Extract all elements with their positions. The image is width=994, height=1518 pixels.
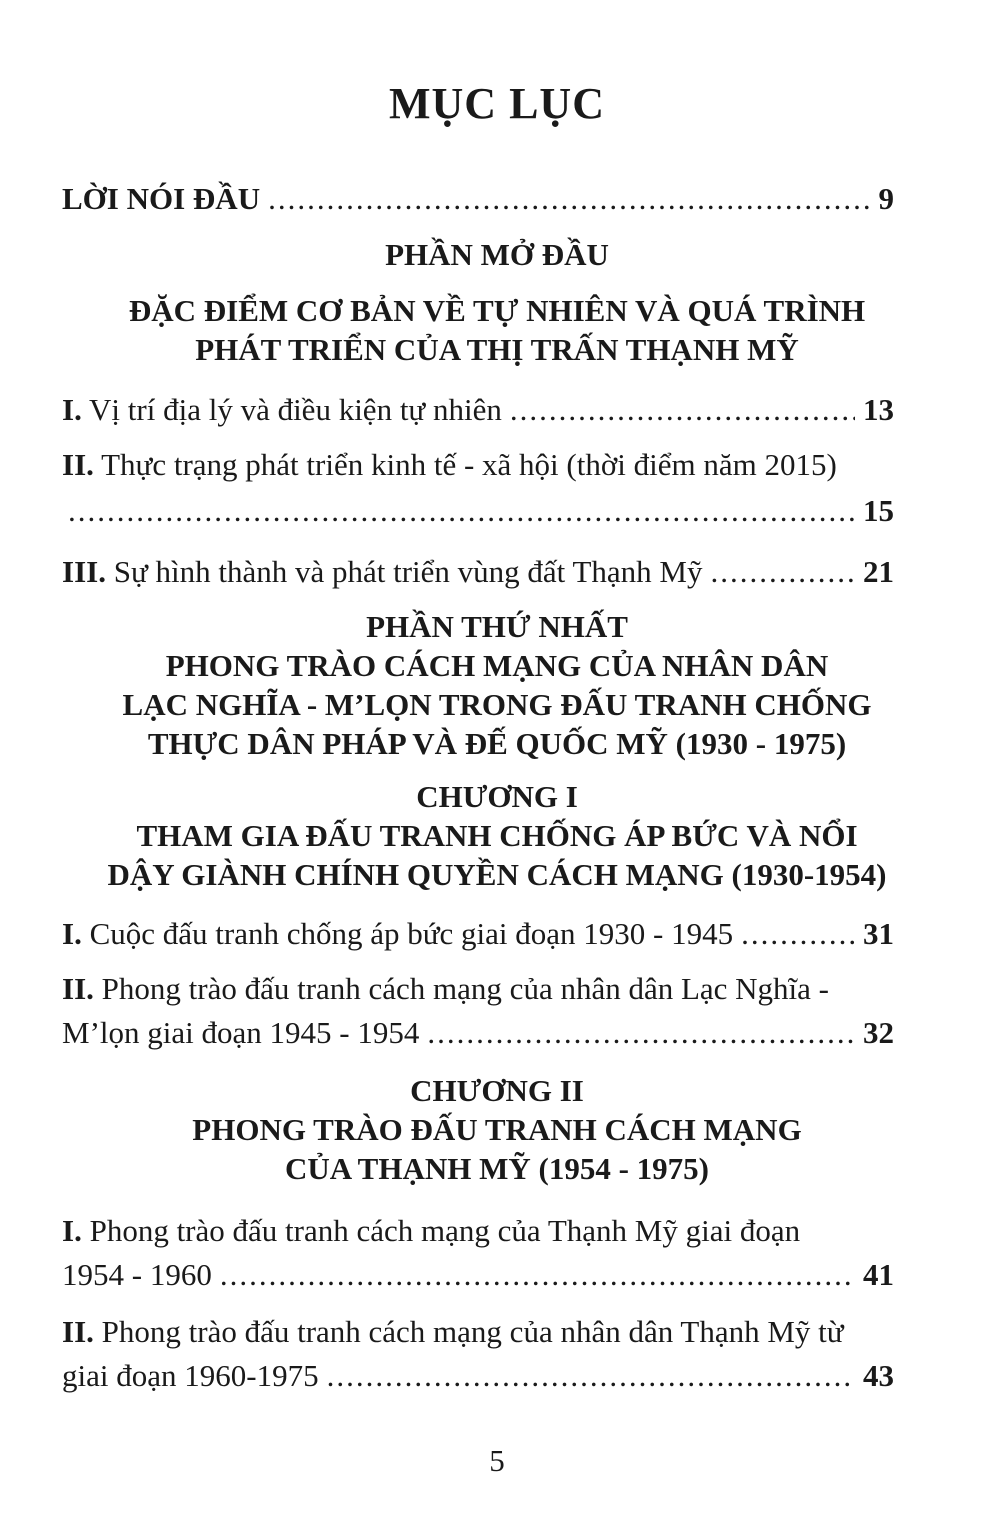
section-number: I. (62, 1213, 82, 1248)
dot-leader (741, 915, 855, 953)
toc-entry-line (62, 970, 902, 1008)
chapter-title-line: CỦA THẠNH MỸ (1954 - 1975) (285, 1151, 709, 1186)
toc-entry-preface (62, 180, 894, 218)
toc-entry-text (62, 553, 703, 591)
part-heading: PHẦN MỞ ĐẦU (385, 237, 609, 272)
chapter-title-line: THAM GIA ĐẤU TRANH CHỐNG ÁP BỨC VÀ NỔI (136, 818, 858, 853)
section-title: Sự hình thành và phát triển vùng đất Thạnh Mỹ (113, 554, 703, 589)
page-title: MỤC LỤC (389, 79, 605, 128)
section-number: II. (62, 447, 94, 482)
toc-page-number: 32 (863, 1015, 894, 1050)
part-heading: PHẦN THỨ NHẤT (366, 609, 628, 644)
dot-leader (510, 391, 855, 429)
chapter-heading: CHƯƠNG II (410, 1073, 584, 1108)
toc-entry-text (62, 391, 502, 429)
toc-page-number: 15 (863, 493, 894, 528)
part-title-line: PHÁT TRIỂN CỦA THỊ TRẤN THẠNH MỸ (195, 332, 799, 367)
page-number-footer: 5 (489, 1443, 505, 1478)
section-number: I. (62, 916, 82, 951)
part-title-line: PHONG TRÀO CÁCH MẠNG CỦA NHÂN DÂN (165, 648, 829, 683)
part-title-line: ĐẶC ĐIỂM CƠ BẢN VỀ TỰ NHIÊN VÀ QUÁ TRÌNH (128, 293, 866, 328)
toc-entry (62, 553, 894, 591)
toc-entry-text (62, 915, 733, 953)
toc-entry-continuation (62, 1357, 894, 1395)
chapter-title-line: PHONG TRÀO ĐẤU TRANH CÁCH MẠNG (192, 1112, 802, 1147)
section-number: III. (62, 554, 106, 589)
section-number: I. (62, 392, 82, 427)
toc-entry-continuation (62, 1256, 894, 1294)
toc-entry (62, 391, 894, 429)
toc-page-number: 41 (863, 1257, 894, 1292)
toc-entry-continuation (62, 492, 894, 530)
section-title-continued: 1954 - 1960 (62, 1257, 212, 1292)
dot-leader (427, 1014, 855, 1052)
toc-entry-line (62, 446, 902, 484)
chapter-heading: CHƯƠNG I (416, 779, 578, 814)
section-title: Thực trạng phát triển kinh tế - xã hội (thời điểm năm 2015) (101, 447, 837, 482)
toc-page-number: 31 (863, 916, 894, 951)
section-title: Cuộc đấu tranh chống áp bức giai đoạn 1930 - 1945 (89, 916, 734, 951)
section-number: II. (62, 971, 94, 1006)
dot-leader (68, 492, 855, 530)
toc-entry-label: LỜI NÓI ĐẦU (62, 181, 261, 216)
section-number: II. (62, 1314, 94, 1349)
dot-leader (711, 553, 856, 591)
section-title-continued: M’lọn giai đoạn 1945 - 1954 (62, 1015, 420, 1050)
toc-entry (62, 915, 894, 953)
section-title: Phong trào đấu tranh cách mạng của nhân dân Thạnh Mỹ từ (101, 1314, 844, 1349)
toc-page-number: 21 (863, 554, 894, 589)
chapter-title-line: DẬY GIÀNH CHÍNH QUYỀN CÁCH MẠNG (1930-1954) (107, 857, 887, 892)
toc-entry-line (62, 1313, 902, 1351)
dot-leader (327, 1357, 855, 1395)
toc-entry-line (62, 1212, 902, 1250)
section-title: Phong trào đấu tranh cách mạng của nhân dân Lạc Nghĩa - (101, 971, 830, 1006)
part-title-line: LẠC NGHĨA - M’LỌN TRONG ĐẤU TRANH CHỐNG (122, 687, 872, 722)
toc-page-number: 13 (863, 392, 894, 427)
dot-leader (268, 180, 870, 218)
section-title: Vị trí địa lý và điều kiện tự nhiên (89, 392, 502, 427)
toc-page-number: 43 (863, 1358, 894, 1393)
section-title: Phong trào đấu tranh cách mạng của Thạnh Mỹ giai đoạn (89, 1213, 801, 1248)
dot-leader (220, 1256, 855, 1294)
toc-entry-continuation (62, 1014, 894, 1052)
toc-page-number: 9 (878, 181, 894, 216)
part-title-line: THỰC DÂN PHÁP VÀ ĐẾ QUỐC MỸ (1930 - 1975) (147, 726, 847, 761)
section-title-continued: giai đoạn 1960-1975 (62, 1358, 319, 1393)
